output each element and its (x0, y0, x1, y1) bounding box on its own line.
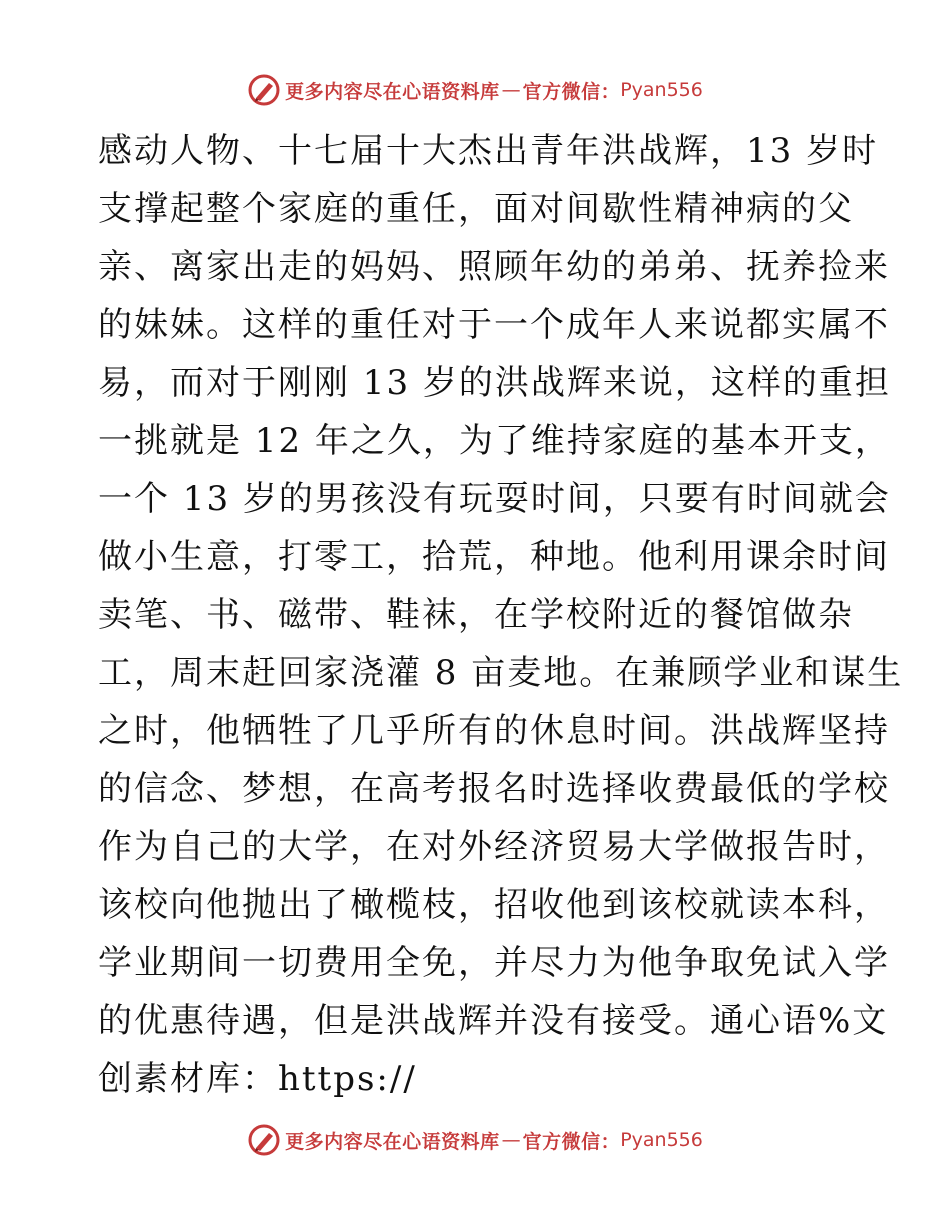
body-line: 学业期间一切费用全免，并尽力为他争取免试入学 (98, 943, 890, 983)
body-line: 作为自己的大学，在对外经济贸易大学做报告时， (98, 827, 890, 867)
watermark-label: 官方微信： (522, 1130, 621, 1153)
body-line: 的优惠待遇，但是洪战辉并没有接受。通心语%文 (98, 1001, 889, 1041)
watermark-label: 官方微信： (522, 80, 621, 103)
watermark-dash: — (501, 79, 521, 101)
body-line: 的妹妹。这样的重任对于一个成年人来说都实属不 (98, 305, 890, 345)
body-line: 一挑就是 12 年之久，为了维持家庭的基本开支， (98, 421, 891, 461)
watermark-wechat-id: Pyan556 (620, 79, 703, 101)
body-line: 工，周末赶回家浇灌 8 亩麦地。在兼顾学业和谋生 (98, 653, 904, 693)
body-line: 感动人物、十七届十大杰出青年洪战辉，13 岁时 (98, 131, 879, 171)
body-line: 创素材库：https:// (98, 1059, 417, 1099)
body-line: 的信念、梦想，在高考报名时选择收费最低的学校 (98, 769, 890, 809)
watermark-dash: — (501, 1129, 521, 1151)
body-line: 易，而对于刚刚 13 岁的洪战辉来说，这样的重担 (98, 363, 891, 403)
body-line: 做小生意，打零工，拾荒，种地。他利用课余时间 (98, 537, 890, 577)
watermark-slogan: 更多内容尽在心语资料库 (285, 80, 500, 103)
watermark-wechat-id: Pyan556 (620, 1129, 703, 1151)
body-line: 支撑起整个家庭的重任，面对间歇性精神病的父 (98, 189, 854, 229)
pen-logo-icon (247, 1123, 281, 1157)
document-body (98, 122, 904, 1108)
body-line: 卖笔、书、磁带、鞋袜，在学校附近的餐馆做杂 (98, 595, 854, 635)
body-line: 亲、离家出走的妈妈、照顾年幼的弟弟、抚养捡来 (98, 247, 890, 287)
body-line: 该校向他抛出了橄榄枝，招收他到该校就读本科， (98, 885, 890, 925)
pen-logo-icon (247, 73, 281, 107)
body-line: 一个 13 岁的男孩没有玩耍时间，只要有时间就会 (98, 479, 891, 519)
watermark-slogan: 更多内容尽在心语资料库 (285, 1130, 500, 1153)
footer-watermark (0, 1120, 950, 1160)
header-watermark (0, 70, 950, 110)
body-line: 之时，他牺牲了几乎所有的休息时间。洪战辉坚持 (98, 711, 890, 751)
